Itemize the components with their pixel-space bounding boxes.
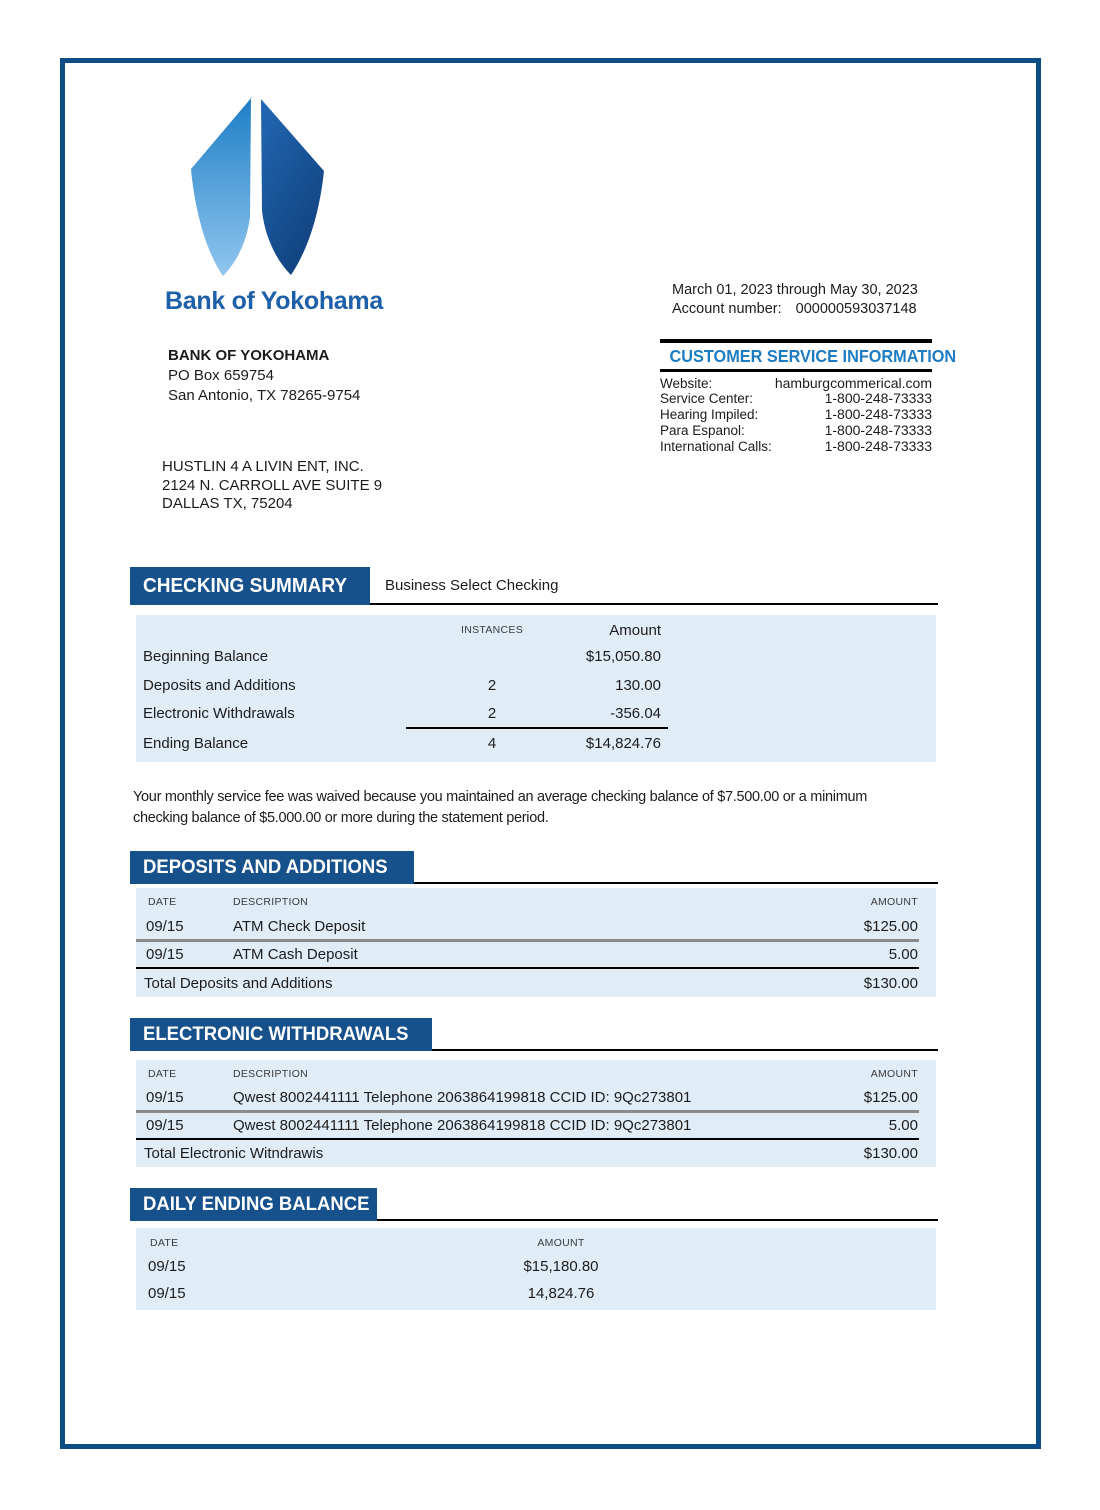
deposit-amount: 5.00 [888, 946, 918, 963]
fee-waiver-line1: Your monthly service fee was waived because you maintained an average checking balance of $7.500.00 or a minimum [133, 789, 868, 805]
checking-summary-table-header [136, 615, 936, 642]
col-header-date: DATE [148, 896, 177, 908]
customer-service-row [660, 438, 932, 454]
daily-balance-title-bar [130, 1188, 377, 1221]
daily-balance-amount: $15,180.80 [523, 1258, 599, 1275]
withdrawal-amount: 5.00 [888, 1117, 918, 1134]
summary-row-withdrawals [136, 700, 936, 727]
daily-balance-date: 09/15 [148, 1258, 186, 1275]
col-header-instances: INSTANCES [460, 624, 523, 636]
cs-label-espanol: Para Espanol: [660, 422, 745, 438]
daily-balance-date: 09/15 [148, 1285, 186, 1302]
deposit-row [136, 942, 936, 967]
recipient-line3: DALLAS TX, 75204 [162, 495, 293, 512]
page-frame [60, 58, 1041, 1449]
withdrawal-amount: $125.00 [863, 1089, 918, 1106]
summary-amount: 130.00 [615, 677, 661, 694]
bank-name: BANK OF YOKOHAMA [168, 347, 330, 364]
cs-label-website: Website: [660, 375, 713, 391]
bank-address-line1: PO Box 659754 [168, 367, 274, 384]
cs-value-espanol: 1-800-248-73333 [824, 421, 932, 438]
withdrawals-rule [432, 1018, 938, 1051]
daily-balance-rule [377, 1188, 938, 1221]
withdrawal-date: 09/15 [146, 1089, 184, 1106]
recipient-line1: HUSTLIN 4 A LIVIN ENT, INC. [162, 458, 364, 475]
col-header-date: DATE [150, 1236, 179, 1249]
deposit-description: ATM Check Deposit [233, 917, 366, 935]
deposit-date: 09/15 [146, 946, 184, 963]
deposit-amount: $125.00 [863, 917, 918, 935]
col-header-amount: AMOUNT [537, 1236, 585, 1249]
withdrawal-description: Qwest 8002441111 Telephone 2063864199818 CCID ID: 9Qc273801 [233, 1089, 692, 1106]
withdrawals-header [130, 1018, 938, 1051]
bank-logo-icon [188, 95, 325, 280]
customer-service-title: CUSTOMER SERVICE INFORMATION [669, 346, 957, 366]
deposits-total-row [136, 969, 936, 997]
summary-row-beginning-balance [136, 642, 936, 671]
bank-address-line2: San Antonio, TX 78265-9754 [168, 387, 361, 404]
daily-balance-row [136, 1253, 936, 1280]
statement-period-block [672, 281, 918, 319]
withdrawal-date: 09/15 [146, 1117, 184, 1134]
checking-summary-header [130, 567, 938, 605]
customer-service-box [660, 339, 957, 454]
cs-value-service-center: 1-800-248-73333 [824, 390, 932, 407]
checking-summary-rule [370, 567, 938, 605]
customer-service-row [660, 390, 932, 406]
fee-waiver-line2: checking balance of $5.000.00 or more during the statement period. [133, 810, 549, 826]
checking-summary-subtitle: Business Select Checking [385, 576, 559, 594]
daily-balance-title: DAILY ENDING BALANCE [143, 1193, 370, 1215]
daily-balance-table-header [136, 1228, 936, 1253]
summary-row-ending-balance [136, 729, 936, 758]
cs-label-international: International Calls: [660, 438, 772, 454]
customer-service-row [660, 375, 932, 391]
deposit-description: ATM Cash Deposit [233, 946, 358, 963]
deposits-title-bar [130, 851, 414, 884]
deposits-table [136, 888, 936, 997]
deposits-total-amount: $130.00 [863, 974, 918, 992]
summary-amount: $14,824.76 [585, 735, 661, 752]
withdrawal-row [136, 1085, 936, 1110]
customer-service-row [660, 406, 932, 422]
withdrawals-table [136, 1060, 936, 1167]
summary-label: Deposits and Additions [143, 677, 296, 694]
summary-row-deposits [136, 671, 936, 700]
statement-period: March 01, 2023 through May 30, 2023 [672, 282, 918, 298]
col-header-amount: AMOUNT [870, 896, 918, 908]
account-number-label: Account number: [672, 301, 782, 317]
checking-summary-title-bar [130, 567, 370, 605]
cs-value-international: 1-800-248-73333 [824, 437, 932, 454]
summary-instances: 2 [487, 705, 497, 722]
bank-address-block [168, 346, 360, 406]
deposits-header [130, 851, 938, 884]
account-number-line [672, 300, 918, 319]
col-header-date: DATE [148, 1068, 177, 1080]
summary-amount: $15,050.80 [585, 648, 661, 665]
daily-balance-header [130, 1188, 938, 1221]
checking-summary-table [136, 615, 936, 762]
deposit-row [136, 913, 936, 939]
withdrawal-description: Qwest 8002441111 Telephone 2063864199818 CCID ID: 9Qc273801 [233, 1117, 692, 1134]
bank-logo-wordmark: Bank of Yokohama [165, 287, 383, 315]
cs-label-hearing: Hearing Impiled: [660, 407, 759, 423]
withdrawal-row [136, 1113, 936, 1138]
fee-waiver-notice [133, 787, 873, 829]
withdrawals-title-bar [130, 1018, 432, 1051]
customer-service-row [660, 422, 932, 438]
col-header-description: DESCRIPTION [233, 1068, 309, 1080]
checking-summary-title: CHECKING SUMMARY [143, 574, 348, 597]
withdrawals-total-amount: $130.00 [863, 1145, 918, 1162]
recipient-line2: 2124 N. CARROLL AVE SUITE 9 [162, 476, 383, 494]
summary-amount: -356.04 [610, 705, 661, 722]
col-header-amount: AMOUNT [870, 1068, 918, 1080]
summary-label: Ending Balance [143, 735, 249, 752]
summary-label: Electronic Withdrawals [143, 705, 295, 722]
recipient-address-block [162, 458, 382, 514]
withdrawals-total-label: Total Electronic Witndrawis [144, 1145, 324, 1162]
summary-instances: 4 [487, 735, 497, 752]
cs-value-website: hamburgcommerical.com [774, 374, 932, 391]
daily-balance-table [136, 1228, 936, 1310]
deposit-date: 09/15 [146, 917, 184, 935]
daily-balance-row [136, 1280, 936, 1307]
deposits-total-label: Total Deposits and Additions [144, 974, 333, 992]
account-number-value: 000000593037148 [795, 301, 917, 317]
daily-balance-amount: 14,824.76 [527, 1285, 595, 1302]
cs-label-service-center: Service Center: [660, 391, 754, 407]
col-header-description: DESCRIPTION [233, 896, 309, 908]
cs-value-hearing: 1-800-248-73333 [824, 406, 932, 423]
withdrawals-total-row [136, 1140, 936, 1167]
withdrawals-table-header [136, 1060, 936, 1085]
deposits-rule [414, 851, 938, 884]
col-header-amount: Amount [609, 621, 661, 639]
deposits-table-header [136, 888, 936, 913]
summary-instances: 2 [487, 677, 497, 694]
deposits-title: DEPOSITS AND ADDITIONS [143, 856, 388, 878]
customer-service-title-rule [660, 369, 932, 372]
withdrawals-title: ELECTRONIC WITHDRAWALS [143, 1023, 409, 1045]
summary-label: Beginning Balance [143, 648, 269, 665]
